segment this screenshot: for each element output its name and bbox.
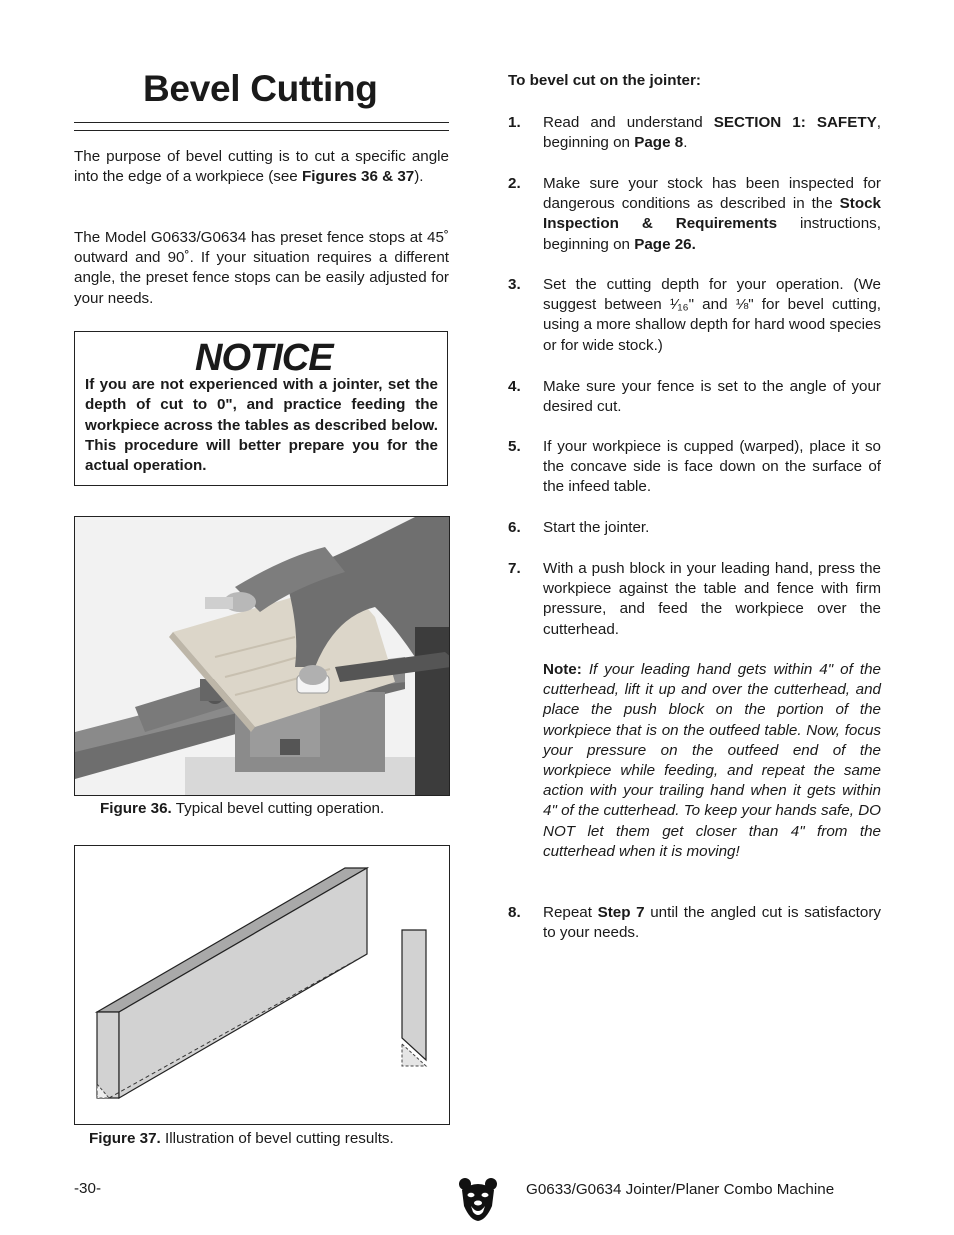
figure-36-text: Typical bevel cutting operation. [171, 800, 385, 817]
figure-36-photo [74, 516, 450, 796]
note-label: Note: [543, 661, 582, 678]
step-1-part: , beginning on [543, 114, 881, 152]
step-8-number: 8. [508, 904, 521, 921]
step-1-part: Read and understand [543, 114, 714, 131]
figure-36-caption [100, 800, 384, 817]
step-8-text [543, 903, 881, 943]
step-7-note [543, 660, 881, 862]
step-6-number: 6. [508, 519, 521, 536]
step-reference: Step 7 [597, 904, 645, 921]
figure-reference: Figures 36 & 37 [301, 168, 415, 186]
intro-paragraph-2: The Model G0633/G0634 has preset fence stops at 45˚ outward and 90˚. If your situation requires a different angle, the preset fence stops can be easily adjusted for your needs. [74, 229, 449, 307]
bear-head-icon [458, 1176, 498, 1222]
title-rule-bottom [74, 130, 449, 131]
bevel-result-illustration [75, 846, 450, 1125]
step-1-number: 1. [508, 114, 521, 131]
title-rule-top [74, 122, 449, 123]
step-2-number: 2. [508, 175, 521, 192]
step-2-part: Make sure your stock has been inspected for dangerous conditions as described in the [543, 175, 881, 213]
product-name: G0633/G0634 Jointer/Planer Combo Machine [526, 1181, 835, 1198]
step-7-text: With a push block in your leading hand, press the workpiece against the table and fence with firm pressure, and feed the workpiece over the cutterhead. [543, 560, 881, 638]
notice-title: NOTICE [195, 337, 333, 379]
safety-section-reference: SECTION 1: SAFETY [713, 114, 877, 131]
step-4-text: Make sure your fence is set to the angle of your desired cut. [543, 378, 881, 416]
step-5-number: 5. [508, 438, 521, 455]
intro-paragraph-1 [74, 147, 449, 187]
page-reference: Page 26. [634, 235, 696, 253]
figure-37-label: Figure 37. [89, 1130, 161, 1147]
figure-37-caption [89, 1130, 394, 1147]
step-2-text [543, 174, 881, 255]
intro-text: The purpose of bevel cutting is to cut a specific angle into the edge of a workpiece (see [74, 148, 449, 186]
step-3-number: 3. [508, 276, 521, 293]
step-1-part: . [683, 134, 688, 152]
procedure-heading: To bevel cut on the jointer: [508, 72, 701, 89]
page-reference: Page 8 [634, 134, 684, 152]
step-6-text: Start the jointer. [543, 519, 650, 536]
intro-text-end: ). [414, 168, 424, 186]
notice-text: If you are not experienced with a jointer, set the depth of cut to 0", and practice feeding the workpiece across the tables as described below. This procedure will better prepare you for the actual operation. [85, 376, 438, 475]
step-4-number: 4. [508, 378, 521, 395]
jointer-photo-illustration [75, 517, 450, 796]
step-2-part: instructions, beginning on [543, 215, 881, 253]
step-8-part: until the angled cut is satisfactory to your needs. [543, 904, 882, 942]
step-5-text: If your workpiece is cupped (warped), place it so the concave side is face down on the surface of the infeed table. [543, 438, 881, 496]
stock-inspection-reference: Stock Inspection & Requirements [543, 195, 881, 233]
figure-36-label: Figure 36. [100, 800, 172, 817]
bear-logo [458, 1176, 498, 1227]
page-number: -30- [74, 1180, 102, 1197]
figure-37-diagram [74, 845, 450, 1125]
step-1-text [543, 113, 881, 153]
figure-37-text: Illustration of bevel cutting results. [160, 1130, 394, 1147]
step-8-part: Repeat [543, 904, 598, 921]
note-text: If your leading hand gets within 4" of the cutterhead, lift it up and over the cutterhead, and place the push block on the portion of the workpiece that is on the outfeed table. Now, focus your pressure on the outfeed end of the workpiece while feeding, and repeat the same action with your trailing hand when it gets within 4" of the cutterhead. To keep your hands safe, DO NOT let them get closer than 4" from the cutterhead when it is moving! [543, 661, 881, 860]
step-3-text: Set the cutting depth for your operation. (We suggest between ¹⁄₁₆" and ⅛" for bevel cutting, using a more shallow depth for hard wood species or for wide stock.) [543, 276, 881, 354]
step-7-number: 7. [508, 560, 521, 577]
page-title: Bevel Cutting [143, 68, 378, 109]
